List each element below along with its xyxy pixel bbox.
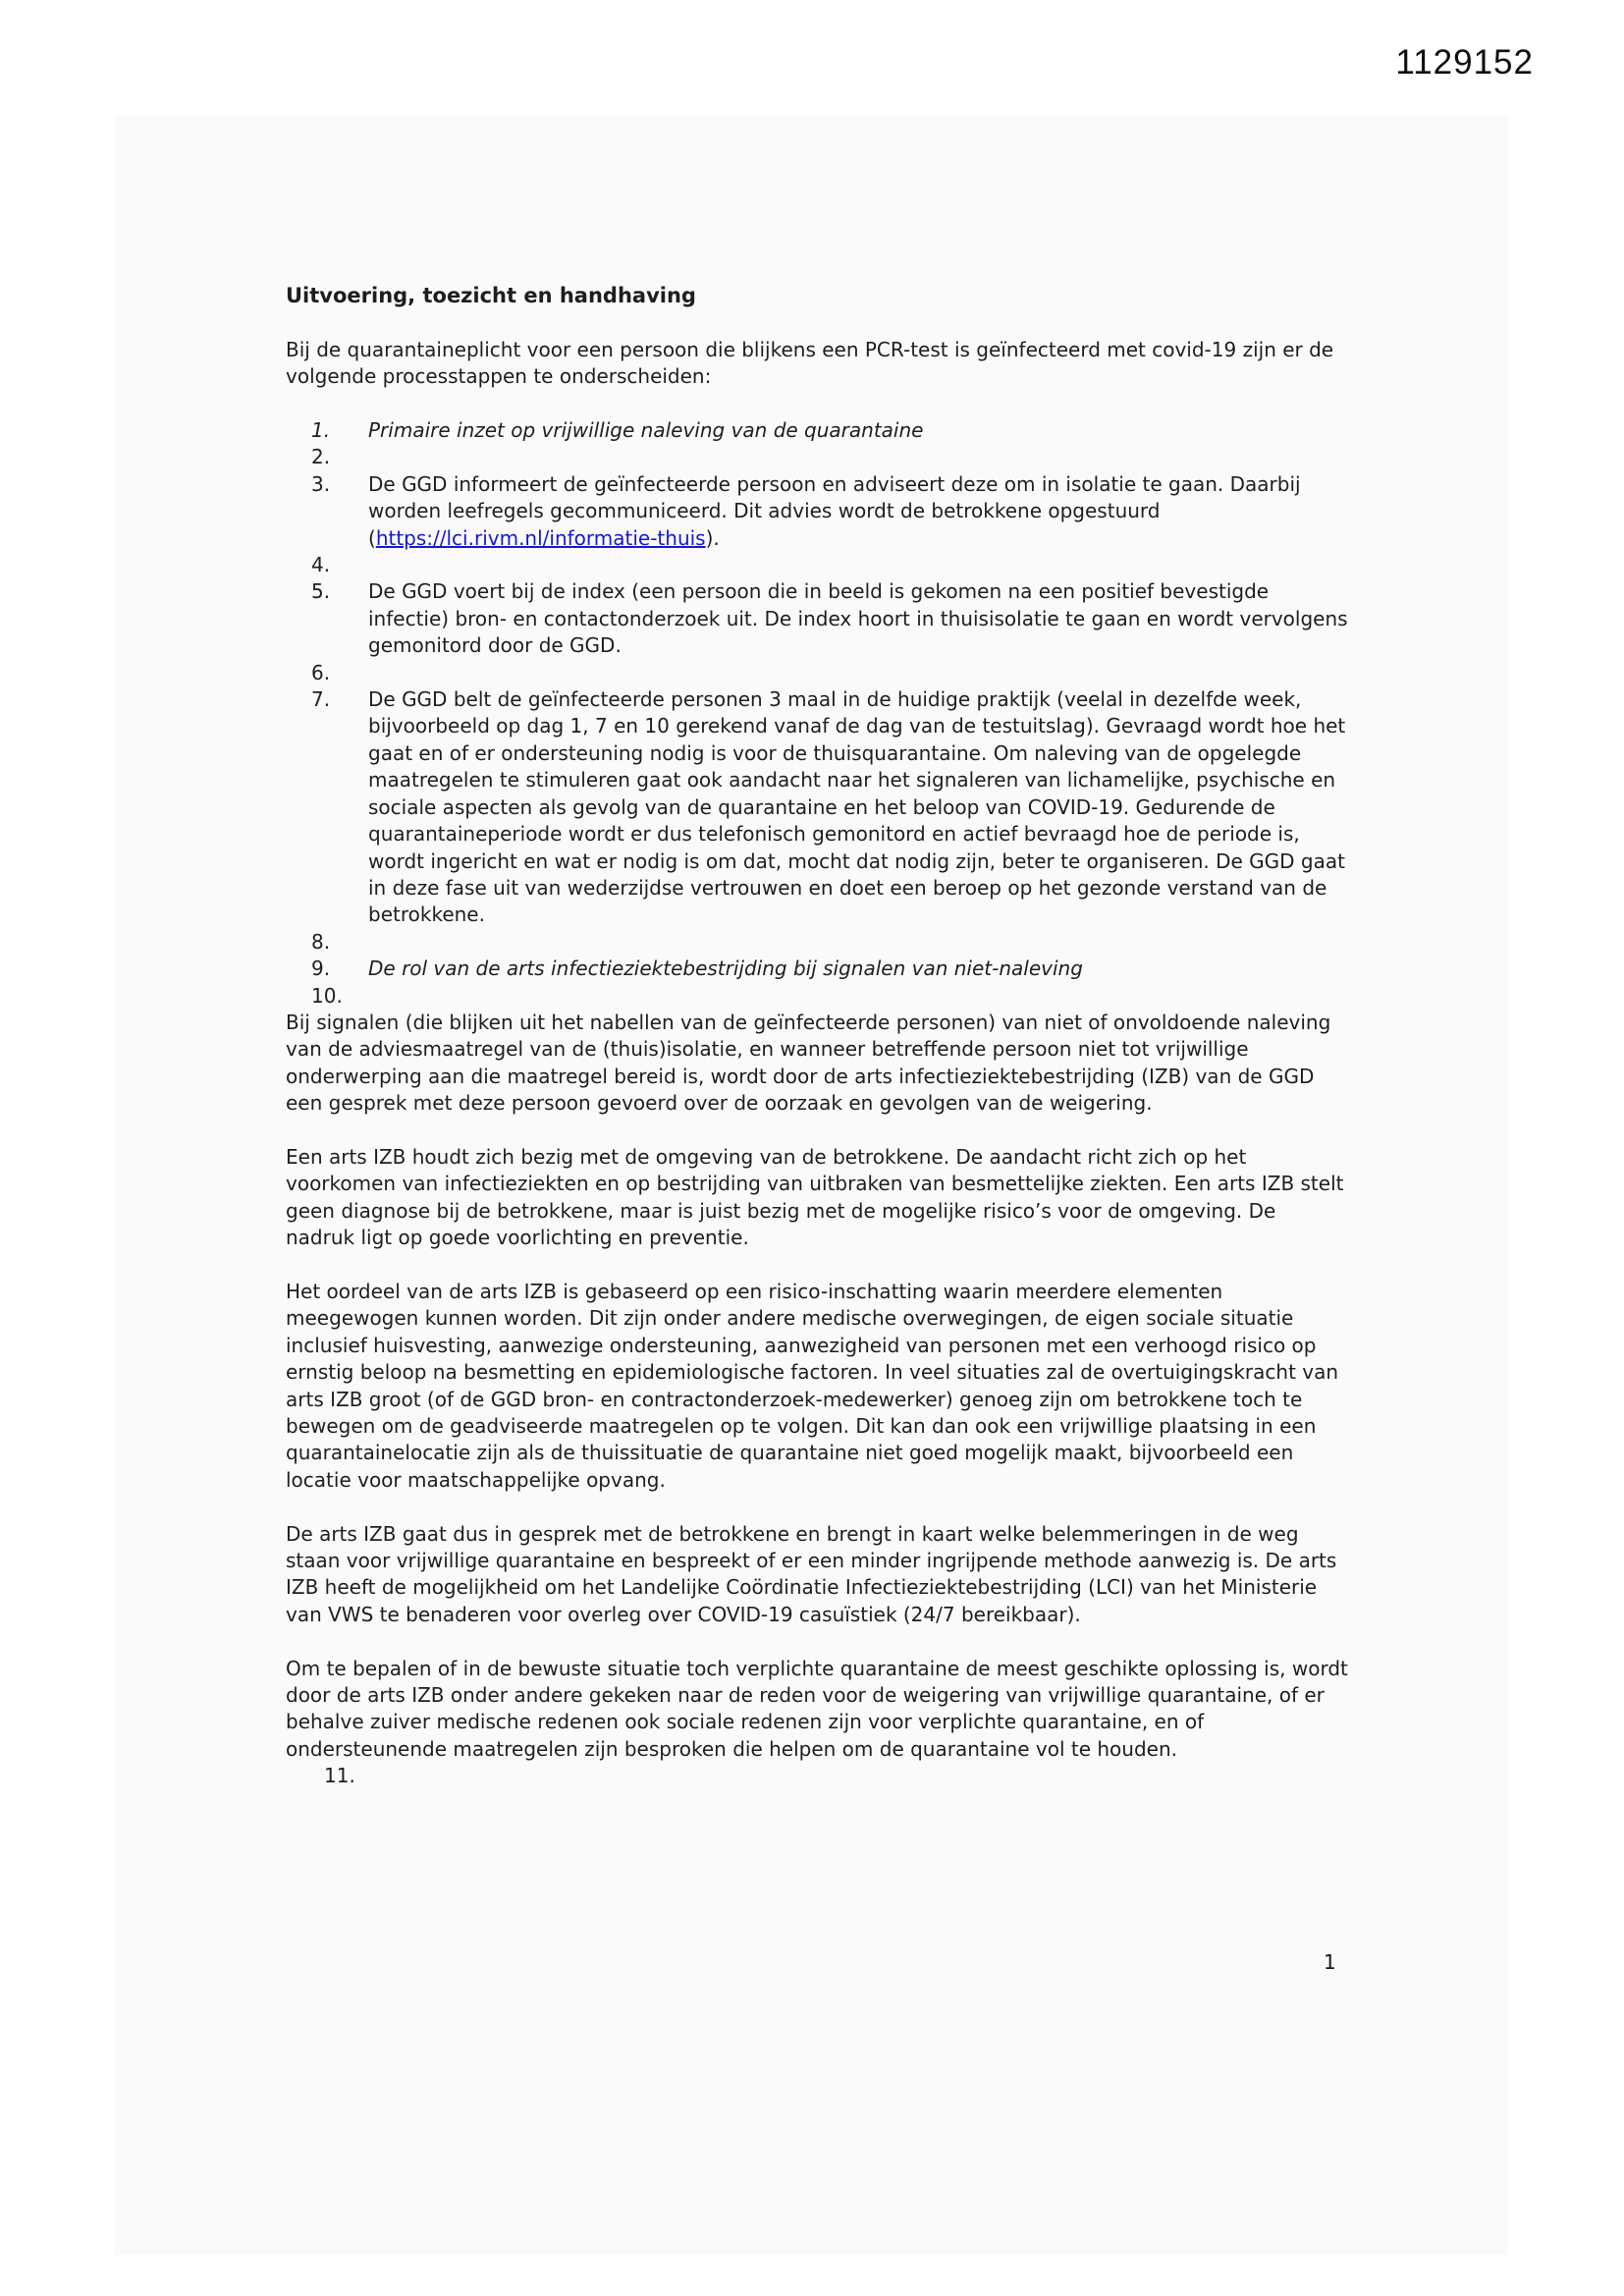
step-text: Primaire inzet op vrijwillige naleving van de quarantaine	[368, 418, 924, 442]
step-number: 5.	[311, 579, 331, 604]
step-text: De GGD informeert de geïnfecteerde persoon en adviseert deze om in isolatie te gaan. Daarbij worden leefregels gecommuniceerd. Dit advies wordt de betrokkene opgestuurd (https://lci.rivm.nl/informatie-thuis).	[368, 471, 1301, 550]
intro-paragraph: Bij de quarantaineplicht voor een persoon die blijkens een PCR-test is geïnfecteerd met covid-19 zijn er de volgende processtappen te onderscheiden:	[286, 337, 1334, 389]
body-paragraphs	[286, 1010, 1350, 1763]
step-text: De rol van de arts infectieziektebestrijding bij signalen van niet-naleving	[368, 957, 1083, 981]
list-item	[286, 956, 1350, 982]
section-title: Uitvoering, toezicht en handhaving	[286, 284, 696, 307]
step-number: 6.	[311, 660, 331, 684]
step-text: De GGD belt de geïnfecteerde personen 3 maal in de huidige praktijk (veelal in dezelfde week, bijvoorbeeld op dag 1, 7 en 10 gerekend vanaf de dag van de testuitslag). Gevraagd wordt hoe het gaat en of er ondersteuning nodig is voor de thuisquarantaine. Om naleving van de opgelegde maatregelen te stimuleren gaat ook aandacht naar het signaleren van lichamelijke, psychische en sociale aspecten als gevolg van de quarantaine en het beloop van COVID-19. Gedurende de quarantaineperiode wordt er dus telefonisch gemonitord en actief bevraagd hoe de periode is, wordt ingericht en wat er nodig is om dat, mocht dat nodig zijn, beter te organiseren. De GGD gaat in deze fase uit van wederzijdse vertrouwen en doet een beroep op het gezonde verstand van de betrokkene.	[368, 687, 1346, 927]
list-item	[286, 444, 1350, 470]
body-paragraph: De arts IZB gaat dus in gesprek met de betrokkene en brengt in kaart welke belemmeringen in de weg staan voor vrijwillige quarantaine en bespreekt of er een minder ingrijpende methode aanwezig is. De arts IZB heeft de mogelijkheid om het Landelijke Coördinatie Infectieziektebestrijding (LCI) van het Ministerie van VWS te benaderen voor overleg over COVID-19 casuïstiek (24/7 bereikbaar).	[286, 1521, 1337, 1626]
process-steps-list	[286, 417, 1350, 1010]
list-item	[286, 983, 1350, 1010]
step-number: 9.	[311, 957, 331, 981]
step-number: 2.	[311, 445, 331, 469]
list-item	[286, 552, 1350, 578]
rivm-informatie-thuis-link[interactable]: https://lci.rivm.nl/informatie-thuis	[375, 525, 706, 550]
list-item	[286, 929, 1350, 956]
list-item	[286, 417, 1350, 444]
body-paragraph: Om te bepalen of in de bewuste situatie toch verplichte quarantaine de meest geschikte oplossing is, wordt door de arts IZB onder andere gekeken naar de reden voor de weigering van vrijwillige quarantaine, of er behalve zuiver medische redenen ook sociale redenen zijn voor verplichte quarantaine, en of ondersteunende maatregelen zijn besproken die helpen om de quarantaine vol te houden.	[286, 1656, 1348, 1761]
list-item	[286, 578, 1350, 659]
page-number: 1	[1324, 1950, 1336, 1974]
list-item	[286, 471, 1350, 552]
step-number: 3.	[311, 471, 331, 496]
step-text: De GGD voert bij de index (een persoon die in beeld is gekomen na een positief bevestigde infectie) bron- en contactonderzoek uit. De index hoort in thuisisolatie te gaan en wordt vervolgens gemonitord door de GGD.	[368, 579, 1348, 658]
step-number: 8.	[311, 929, 331, 954]
step-number: 1.	[311, 418, 331, 442]
list-item	[286, 660, 1350, 686]
body-paragraph: Het oordeel van de arts IZB is gebaseerd op een risico-inschatting waarin meerdere elementen meegewogen kunnen worden. Dit zijn onder andere medische overwegingen, de eigen sociale situatie inclusief huisvesting, aanwezige ondersteuning, aanwezigheid van personen met een verhoogd risico op ernstig beloop na besmetting en epidemiologische factoren. In veel situaties zal de overtuigingskracht van arts IZB groot (of de GGD bron- en contractonderzoek-medewerker) genoeg zijn om betrokkene toch te bewegen om de geadviseerde maatregelen op te volgen. Dit kan dan ook een vrijwillige plaatsing in een quarantainelocatie zijn als de thuissituatie de quarantaine niet goed mogelijk maakt, bijvoorbeeld een locatie voor maatschappelijke opvang.	[286, 1279, 1339, 1492]
step-number: 10.	[311, 983, 343, 1008]
body-paragraph: Een arts IZB houdt zich bezig met de omgeving van de betrokkene. De aandacht richt zich op het voorkomen van infectieziekten en op bestrijding van uitbraken van besmettelijke ziekten. Een arts IZB stelt geen diagnose bij de betrokkene, maar is juist bezig met de mogelijke risico’s voor de omgeving. De nadruk ligt op goede voorlichting en preventie.	[286, 1144, 1344, 1250]
document-content	[286, 283, 1350, 1790]
trailing-list-number: 11.	[324, 1764, 355, 1788]
step-number: 7.	[311, 687, 331, 712]
body-paragraph: Bij signalen (die blijken uit het nabellen van de geïnfecteerde personen) van niet of onvoldoende naleving van de adviesmaatregel van de (thuis)isolatie, en wanneer betreffende persoon niet tot vrijwillige onderwerping aan die maatregel bereid is, wordt door de arts infectieziektebestrijding (IZB) van de GGD een gesprek met deze persoon gevoerd over de oorzaak en gevolgen van de weigering.	[286, 1010, 1331, 1116]
list-item	[286, 686, 1350, 929]
document-id-stamp: 1129152	[1395, 43, 1534, 82]
step-number: 4.	[311, 553, 331, 577]
